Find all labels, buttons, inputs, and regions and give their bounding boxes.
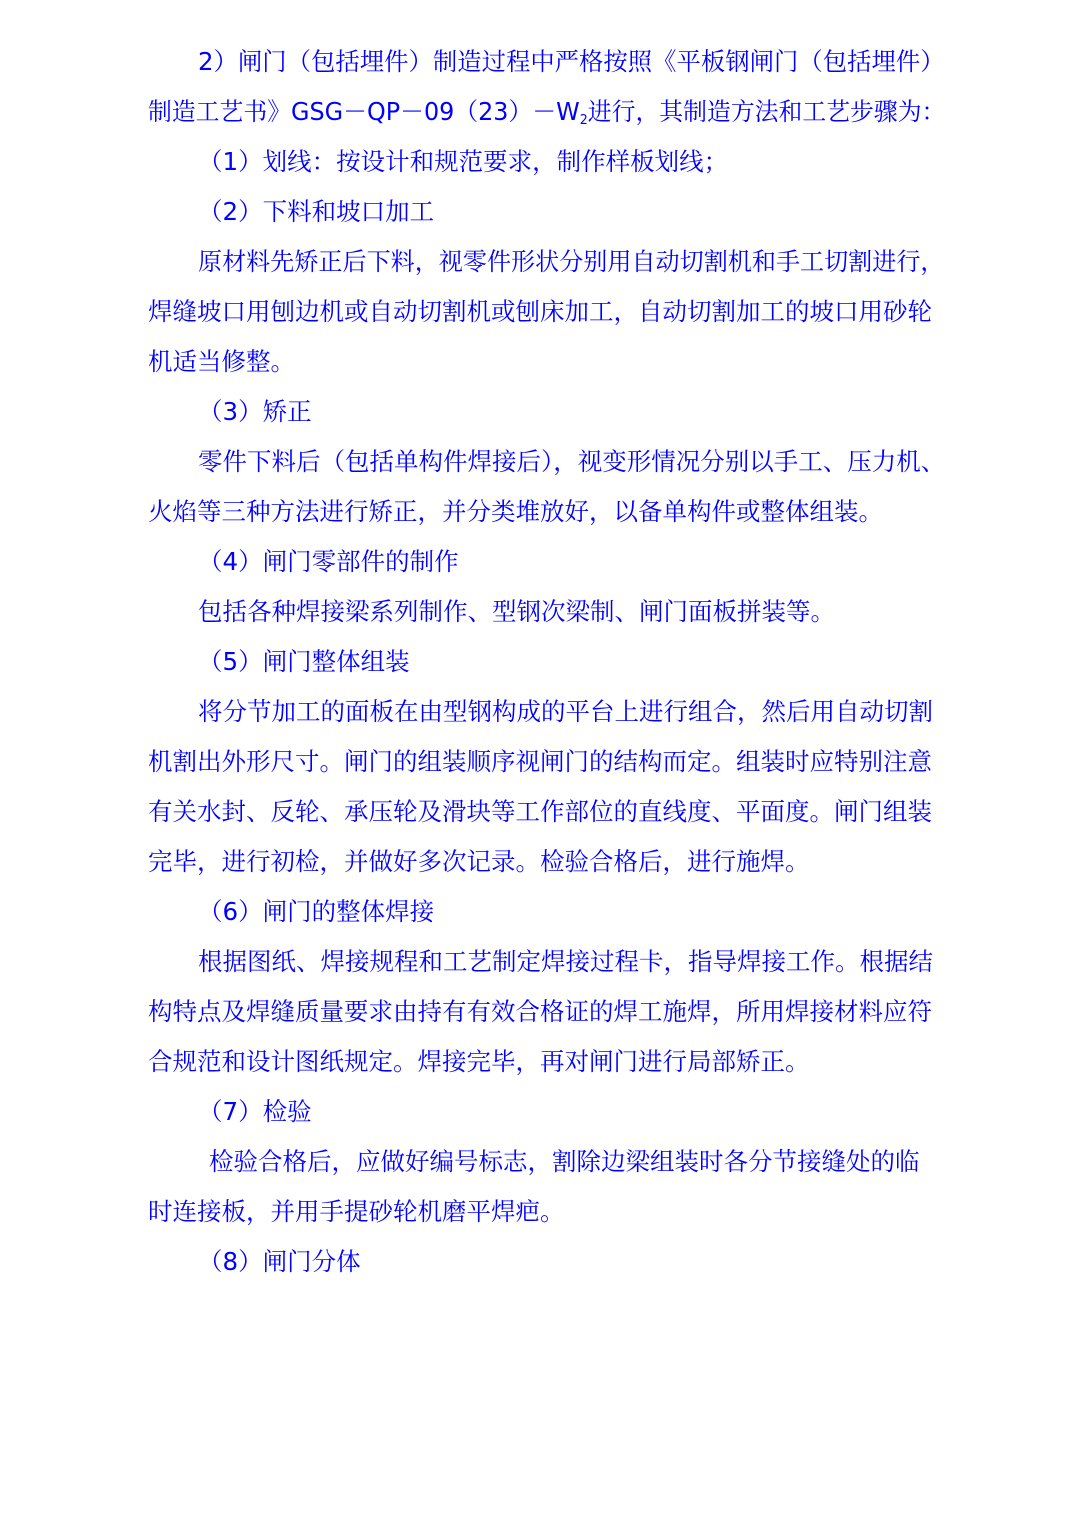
step-2-heading: （2）下料和坡口加工 — [198, 197, 435, 226]
step-8-heading: （8）闸门分体 — [198, 1247, 361, 1276]
step-7-body-line-1: 检验合格后，应做好编号标志，割除边梁组装时各分节接缝处的临 — [209, 1147, 920, 1176]
step-3-heading: （3）矫正 — [198, 397, 312, 426]
step-3-body-line-2: 火焰等三种方法进行矫正，并分类堆放好，以备单构件或整体组装。 — [148, 497, 883, 526]
step-6-heading: （6）闸门的整体焊接 — [198, 897, 435, 926]
step-1-heading: （1）划线：按设计和规范要求，制作样板划线； — [198, 147, 729, 176]
step-5-body-line-4: 完毕，进行初检，并做好多次记录。检验合格后，进行施焊。 — [148, 847, 810, 876]
step-6-body-line-1: 根据图纸、焊接规程和工艺制定焊接过程卡，指导焊接工作。根据结 — [198, 947, 933, 976]
process-doc-code: 制造工艺书》GSG－QP－09（23）－W — [148, 97, 580, 126]
paragraph-intro-line-2 — [148, 96, 945, 128]
subscript-2: 2 — [579, 113, 588, 128]
step-2-body-line-3: 机适当修整。 — [148, 347, 295, 376]
step-5-body-line-1: 将分节加工的面板在由型钢构成的平台上进行组合，然后用自动切割 — [198, 697, 933, 726]
paragraph-intro-line-1: 2）闸门（包括埋件）制造过程中严格按照《平板钢闸门（包括埋件） — [198, 47, 945, 76]
step-3-body-line-1: 零件下料后（包括单构件焊接后），视变形情况分别以手工、压力机、 — [198, 447, 946, 476]
step-5-body-line-2: 机割出外形尺寸。闸门的组装顺序视闸门的结构而定。组装时应特别注意 — [148, 747, 932, 776]
step-2-body-line-1: 原材料先矫正后下料，视零件形状分别用自动切割机和手工切割进行， — [198, 247, 945, 276]
step-5-heading: （5）闸门整体组装 — [198, 647, 410, 676]
intro-continuation: 进行，其制造方法和工艺步骤为： — [587, 97, 946, 126]
step-2-body-line-2: 焊缝坡口用刨边机或自动切割机或刨床加工，自动切割加工的坡口用砂轮 — [148, 297, 932, 326]
step-4-body-line-1: 包括各种焊接梁系列制作、型钢次梁制、闸门面板拼装等。 — [198, 597, 835, 626]
step-6-body-line-2: 构特点及焊缝质量要求由持有有效合格证的焊工施焊，所用焊接材料应符 — [148, 997, 932, 1026]
step-7-heading: （7）检验 — [198, 1097, 312, 1126]
step-6-body-line-3: 合规范和设计图纸规定。焊接完毕，再对闸门进行局部矫正。 — [148, 1047, 810, 1076]
step-5-body-line-3: 有关水封、反轮、承压轮及滑块等工作部位的直线度、平面度。闸门组装 — [148, 797, 932, 826]
step-4-heading: （4）闸门零部件的制作 — [198, 547, 459, 576]
step-7-body-line-2: 时连接板，并用手提砂轮机磨平焊疤。 — [148, 1197, 565, 1226]
